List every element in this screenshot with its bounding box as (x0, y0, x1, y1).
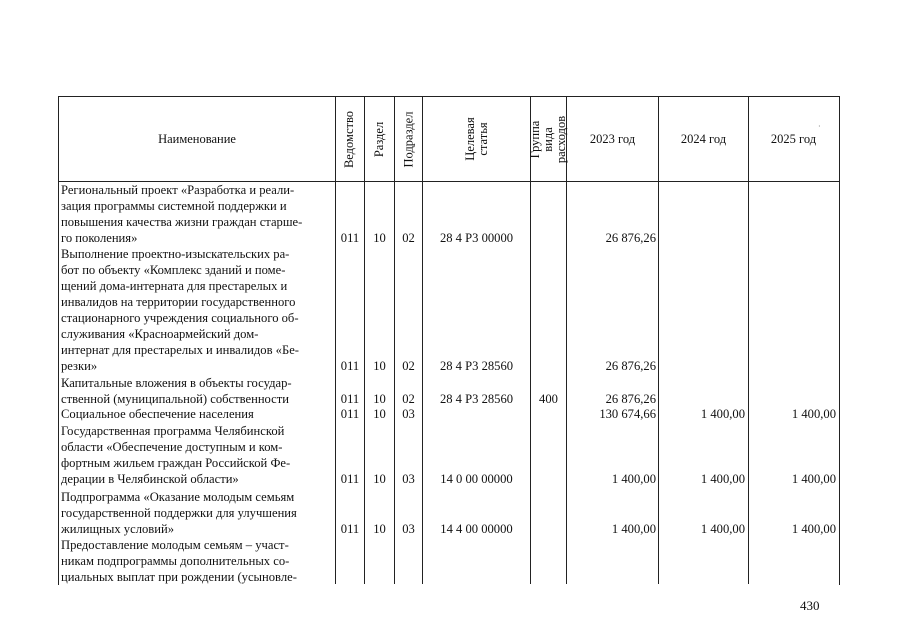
header-podrazdel: Подраздел (401, 111, 415, 167)
row-name-line: Подпрограмма «Оказание молодым семьям (61, 490, 295, 504)
cell-podrazdel: 02 (402, 231, 415, 245)
row-name-line: области «Обеспечение доступным и ком- (61, 440, 283, 454)
cell-celevaya-statya: 14 0 00 00000 (440, 472, 513, 486)
cell-podrazdel: 03 (402, 472, 415, 486)
cell-celevaya-statya: 28 4 Р3 28560 (439, 359, 514, 373)
row-name-line: повышения качества жизни граждан старше- (61, 215, 303, 229)
scan-speck: · (818, 122, 821, 131)
row-name-line: дерации в Челябинской области» (61, 472, 239, 486)
cell-razdel: 10 (373, 359, 386, 373)
cell-2023: 26 876,26 (605, 392, 656, 406)
cell-2023: 26 876,26 (605, 231, 656, 245)
header-year-2023: 2023 год (589, 131, 636, 146)
cell-vedomstvo: 011 (340, 231, 360, 245)
cell-razdel: 10 (373, 231, 386, 245)
cell-razdel: 10 (373, 472, 386, 486)
cell-vedomstvo: 011 (340, 407, 360, 421)
row-name-line: Региональный проект «Разработка и реали- (61, 183, 295, 197)
cell-celevaya-statya: 28 4 Р3 00000 (439, 231, 514, 245)
row-name-line: щений дома-интерната для престарелых и (61, 279, 288, 293)
row-name-line: служивания «Красноармейский дом- (61, 327, 259, 341)
row-name-line: го поколения» (61, 231, 138, 245)
cell-2025: 1 400,00 (791, 472, 836, 486)
cell-2023: 1 400,00 (611, 472, 656, 486)
cell-razdel: 10 (373, 522, 386, 536)
cell-vedomstvo: 011 (340, 522, 360, 536)
row-name-line: Социальное обеспечение населения (61, 407, 254, 421)
cell-celevaya-statya: 28 4 Р3 28560 (439, 392, 514, 406)
row-name-line: ственной (муниципальной) собственности (61, 392, 289, 406)
cell-vedomstvo: 011 (340, 472, 360, 486)
cell-vedomstvo: 011 (340, 392, 360, 406)
row-name-line: государственной поддержки для улучшения (61, 506, 297, 520)
cell-2023: 1 400,00 (611, 522, 656, 536)
cell-podrazdel: 03 (402, 522, 415, 536)
header-celevaya-statya: Целевая статья (462, 117, 490, 161)
cell-podrazdel: 02 (402, 392, 415, 406)
cell-podrazdel: 03 (402, 407, 415, 421)
row-name-line: фортным жильем граждан Российской Фе- (61, 456, 291, 470)
row-name-line: циальных выплат при рождении (усыновле- (61, 570, 297, 584)
header-year-2024: 2024 год (680, 131, 727, 146)
cell-podrazdel: 02 (402, 359, 415, 373)
header-name: Наименование (158, 131, 236, 146)
header-vedomstvo: Ведомство (342, 110, 357, 168)
header-gruppa-vida-rashodov: Группа вида расходов (528, 115, 569, 163)
header-razdel: Раздел (372, 121, 387, 157)
row-name-line: Выполнение проектно-изыскательских ра- (61, 247, 290, 261)
row-name-line: Капитальные вложения в объекты государ- (61, 376, 292, 390)
cell-gruppa: 400 (539, 392, 558, 406)
cell-celevaya-statya: 14 4 00 00000 (440, 522, 513, 536)
row-name-line: Предоставление молодым семьям – участ- (61, 538, 289, 552)
row-name-line: стационарного учреждения социального об- (61, 311, 299, 325)
row-name-line: никам подпрограммы дополнительных со- (61, 554, 290, 568)
row-name-line: резки» (61, 359, 98, 373)
cell-razdel: 10 (373, 407, 386, 421)
cell-2023: 130 674,66 (599, 407, 656, 421)
row-name-line: бот по объекту «Комплекс зданий и поме- (61, 263, 286, 277)
cell-razdel: 10 (373, 392, 386, 406)
page-number: 430 (800, 598, 820, 613)
cell-2025: 1 400,00 (791, 522, 836, 536)
cell-2025: 1 400,00 (791, 407, 836, 421)
row-name-line: Государственная программа Челябинской (61, 424, 285, 438)
row-name-line: жилищных условий» (61, 522, 174, 536)
header-year-2025: 2025 год (770, 131, 817, 146)
row-name-line: инвалидов на территории государственного (61, 295, 296, 309)
cell-2023: 26 876,26 (605, 359, 656, 373)
cell-vedomstvo: 011 (340, 359, 360, 373)
row-name-line: интернат для престарелых и инвалидов «Бе- (61, 343, 299, 357)
row-name-line: зация программы системной поддержки и (61, 199, 287, 213)
cell-2024: 1 400,00 (700, 407, 745, 421)
cell-2024: 1 400,00 (700, 472, 745, 486)
cell-2024: 1 400,00 (700, 522, 745, 536)
